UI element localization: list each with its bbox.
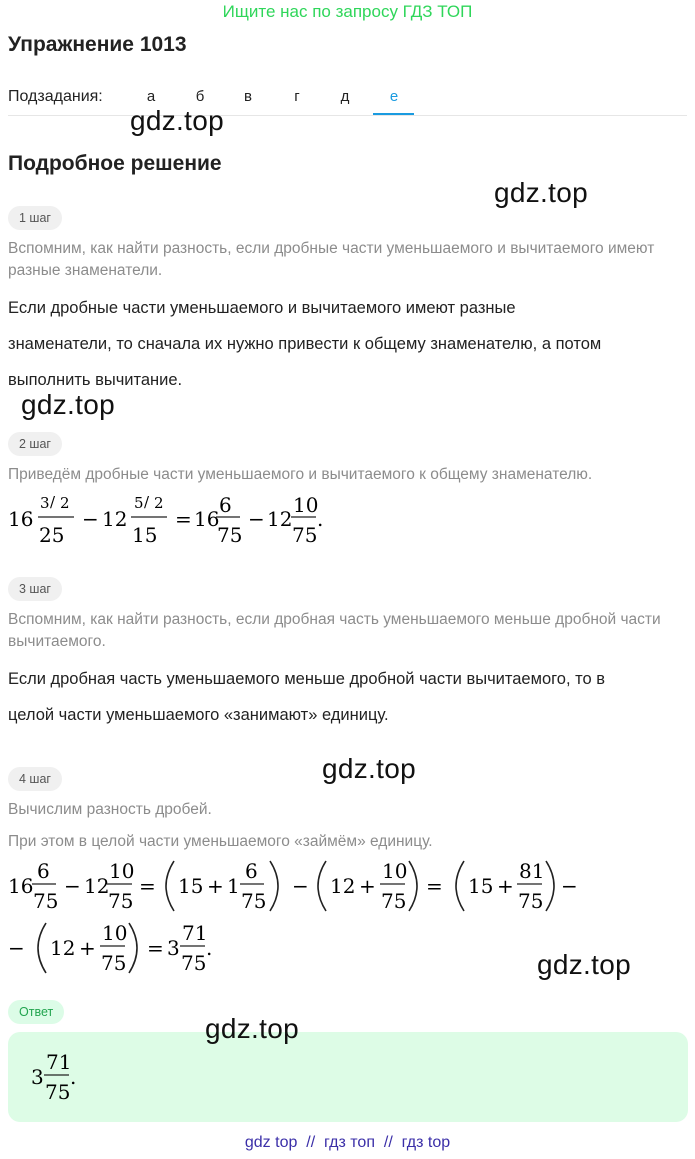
text-line: Если дробные части уменьшаемого и вычитаемого имеют разные [8, 299, 516, 317]
svg-text:3: 3 [167, 936, 180, 960]
svg-text:+: + [79, 936, 96, 960]
svg-text:12: 12 [267, 507, 293, 531]
svg-text:6: 6 [219, 493, 232, 517]
svg-text:3: 3 [40, 494, 50, 512]
svg-text:−: − [292, 874, 309, 898]
svg-text:12: 12 [84, 874, 110, 898]
answer-numerator: 71 [46, 1050, 72, 1074]
tabs-divider [8, 115, 687, 116]
svg-text:/: / [144, 493, 150, 511]
step-4-formula [8, 855, 588, 980]
answer-period: . [70, 1065, 77, 1089]
svg-text:75: 75 [33, 889, 59, 913]
svg-text:75: 75 [518, 889, 544, 913]
svg-text:−: − [561, 874, 578, 898]
step-2-formula [8, 490, 338, 552]
subtasks-label: Подзадания: [8, 88, 103, 105]
answer-whole: 3 [31, 1065, 44, 1089]
text-line: Если дробная часть уменьшаемого меньше дробной части вычитаемого, то в [8, 670, 606, 688]
svg-text:/: / [50, 493, 56, 511]
svg-text:+: + [497, 874, 514, 898]
svg-text:75: 75 [108, 889, 134, 913]
section-title: Подробное решение [8, 152, 222, 175]
answer-badge: Ответ [8, 1000, 64, 1024]
svg-text:6: 6 [37, 859, 50, 883]
svg-text:75: 75 [381, 889, 407, 913]
svg-text:=: = [426, 874, 443, 898]
text-line: целой части уменьшаемого «занимают» единицу. [8, 706, 389, 724]
svg-text:10: 10 [102, 921, 128, 945]
svg-text:10: 10 [109, 859, 135, 883]
page-title: Упражнение 1013 [8, 33, 187, 56]
subtask-tab-v[interactable]: в [244, 88, 252, 105]
svg-text:−: − [8, 936, 25, 960]
svg-text:12: 12 [50, 936, 76, 960]
step-2-badge: 2 шаг [8, 432, 62, 456]
answer-denominator: 75 [45, 1080, 71, 1104]
svg-text:−: − [64, 874, 81, 898]
svg-text:6: 6 [245, 859, 258, 883]
svg-text:16: 16 [194, 507, 220, 531]
svg-text:16: 16 [8, 507, 34, 531]
watermark: gdz.top [21, 389, 115, 420]
subtask-tab-g[interactable]: г [294, 88, 300, 105]
svg-text:5: 5 [134, 494, 144, 512]
answer-formula [31, 1050, 91, 1105]
svg-text:16: 16 [8, 874, 34, 898]
svg-text:=: = [175, 507, 192, 531]
svg-text:75: 75 [217, 523, 243, 547]
step-3-text [8, 661, 683, 733]
subtask-tab-a[interactable]: а [146, 88, 156, 105]
svg-text:12: 12 [102, 507, 128, 531]
svg-text:1: 1 [227, 874, 240, 898]
svg-text:2: 2 [154, 494, 164, 512]
svg-text:−: − [82, 507, 99, 531]
step-4-hint-2: При этом в целой части уменьшаемого «займём» единицу. [8, 833, 433, 850]
text-line: выполнить вычитание. [8, 371, 183, 389]
svg-text:15: 15 [178, 874, 204, 898]
watermark: gdz.top [537, 949, 631, 980]
subtask-tab-e[interactable]: е [389, 88, 399, 105]
step-3-hint: Вспомним, как найти разность, если дробная часть уменьшаемого меньше дробной части вычитаемого. [8, 611, 661, 650]
svg-text:12: 12 [330, 874, 356, 898]
step-4-hint-1: Вычислим разность дробей. [8, 801, 212, 818]
svg-text:71: 71 [182, 921, 208, 945]
svg-text:75: 75 [101, 951, 127, 975]
svg-text:75: 75 [292, 523, 318, 547]
svg-text:81: 81 [519, 859, 545, 883]
svg-text:2: 2 [60, 494, 70, 512]
step-3-badge: 3 шаг [8, 577, 62, 601]
step-4-badge: 4 шаг [8, 767, 62, 791]
svg-text:15: 15 [132, 523, 158, 547]
watermark: gdz.top [130, 105, 224, 136]
footer-links[interactable]: gdz top // гдз топ // гдз top [244, 1134, 451, 1151]
svg-text:.: . [206, 936, 213, 960]
svg-text:−: − [248, 507, 265, 531]
watermark: gdz.top [494, 177, 588, 208]
svg-text:75: 75 [181, 951, 207, 975]
svg-text:+: + [359, 874, 376, 898]
svg-text:+: + [207, 874, 224, 898]
svg-text:25: 25 [39, 523, 65, 547]
text-line: знаменатели, то сначала их нужно привести к общему знаменателю, а потом [8, 335, 602, 353]
watermark: gdz.top [205, 1013, 299, 1044]
answer-box [8, 1032, 688, 1122]
svg-text:10: 10 [382, 859, 408, 883]
search-banner: Ищите нас по запросу ГДЗ ТОП [222, 2, 473, 21]
svg-text:10: 10 [293, 493, 319, 517]
subtask-tab-b[interactable]: б [195, 88, 205, 105]
svg-text:75: 75 [241, 889, 267, 913]
step-1-hint: Вспомним, как найти разность, если дробные части уменьшаемого и вычитаемого имеют разные знаменатели. [8, 240, 655, 279]
svg-text:=: = [139, 874, 156, 898]
svg-text:=: = [147, 936, 164, 960]
step-2-hint: Приведём дробные части уменьшаемого и вычитаемого к общему знаменателю. [8, 466, 593, 483]
svg-text:15: 15 [468, 874, 494, 898]
svg-text:.: . [317, 507, 324, 531]
subtask-tab-d[interactable]: д [340, 88, 350, 105]
step-1-text [8, 290, 683, 398]
watermark: gdz.top [322, 753, 416, 784]
step-1-badge: 1 шаг [8, 206, 62, 230]
